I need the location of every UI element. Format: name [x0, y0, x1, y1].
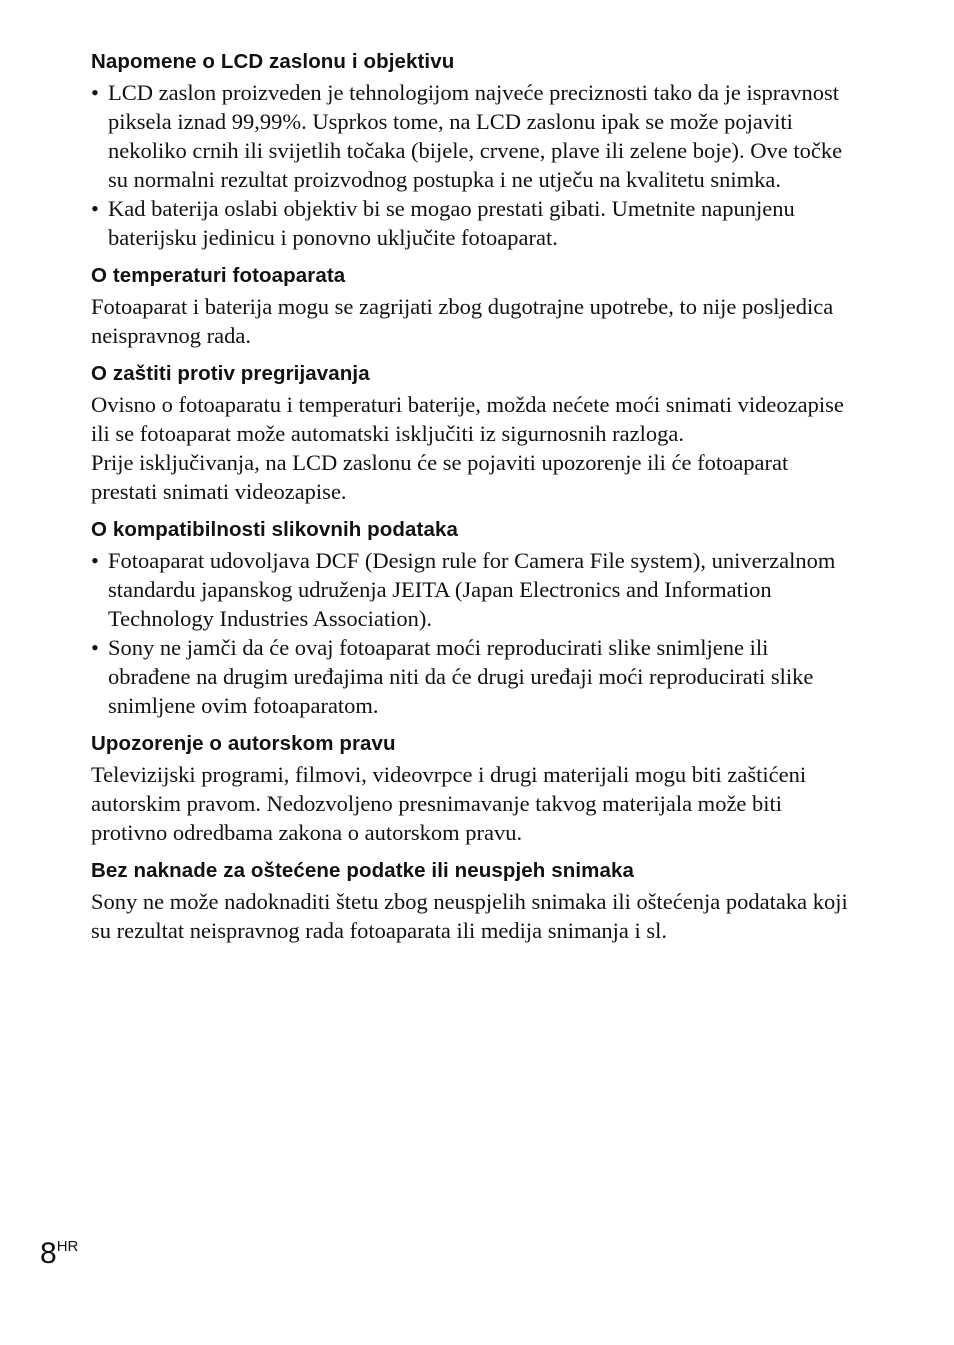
page-content [91, 48, 851, 955]
section-copyright-warning [91, 730, 851, 847]
paragraph: Prije isključivanja, na LCD zaslonu će se pojaviti upozorenje ili će fotoaparat prestati snimati videozapise. [91, 450, 789, 504]
section-heading: O kompatibilnosti slikovnih podataka [91, 518, 458, 541]
section-lcd-notes [91, 48, 851, 252]
bullet-icon: • [91, 635, 99, 660]
page-number: 8 [40, 1237, 57, 1270]
paragraph: Ovisno o fotoaparatu i temperaturi baterije, možda nećete moći snimati videozapise ili se fotoaparat može automatski isključiti iz sigurnosnih razloga. [91, 392, 844, 446]
list-item: • LCD zaslon proizveden je tehnologijom najveće preciznosti tako da je ispravnost piksela iznad 99,99%. Usprkos tome, na LCD zaslonu ipak se može pojaviti nekoliko crnih ili svijetlih točaka (bijele, crvene, plave ili zelene boje). Ove točke su normalni rezultat proizvodnog postupka i ne utječu na kvalitetu snimka. [91, 80, 843, 192]
section-image-compatibility [91, 516, 851, 720]
paragraph: Sony ne može nadoknaditi štetu zbog neuspjelih snimaka ili oštećenja podataka koji su rezultat neispravnog rada fotoaparata ili medija snimanja i sl. [91, 889, 848, 943]
section-overheat-protection [91, 360, 851, 506]
paragraph: Fotoaparat i baterija mogu se zagrijati zbog dugotrajne upotrebe, to nije posljedica neispravnog rada. [91, 294, 834, 348]
section-no-compensation [91, 857, 851, 945]
language-code: HR [56, 1238, 79, 1255]
list-item: • Sony ne jamči da će ovaj fotoaparat moći reproducirati slike snimljene ili obrađene na drugim uređajima niti da će drugi uređaji moći reproducirati slike snimljene ovim fotoaparatom. [91, 635, 814, 718]
section-heading: Upozorenje o autorskom pravu [91, 732, 396, 755]
section-heading: Bez naknade za oštećene podatke ili neuspjeh snimaka [91, 859, 634, 882]
section-heading: O temperaturi fotoaparata [91, 264, 346, 287]
bullet-icon: • [91, 548, 99, 573]
page-footer [40, 1236, 78, 1272]
bullet-list [91, 78, 851, 252]
section-camera-temperature [91, 262, 851, 350]
bullet-list [91, 546, 851, 720]
list-item: • Kad baterija oslabi objektiv bi se mogao prestati gibati. Umetnite napunjenu baterijsku jedinicu i ponovno uključite fotoaparat. [91, 196, 795, 250]
bullet-icon: • [91, 80, 99, 105]
section-heading: O zaštiti protiv pregrijavanja [91, 362, 370, 385]
bullet-icon: • [91, 196, 99, 221]
paragraph: Televizijski programi, filmovi, videovrpce i drugi materijali mogu biti zaštićeni autorskim pravom. Nedozvoljeno presnimavanje takvog materijala može biti protivno odredbama zakona o autorskom pravu. [91, 762, 807, 845]
list-item: • Fotoaparat udovoljava DCF (Design rule for Camera File system), univerzalnom standardu japanskog udruženja JEITA (Japan Electronics and Information Technology Industries Association). [91, 548, 836, 631]
section-heading: Napomene o LCD zaslonu i objektivu [91, 50, 455, 73]
